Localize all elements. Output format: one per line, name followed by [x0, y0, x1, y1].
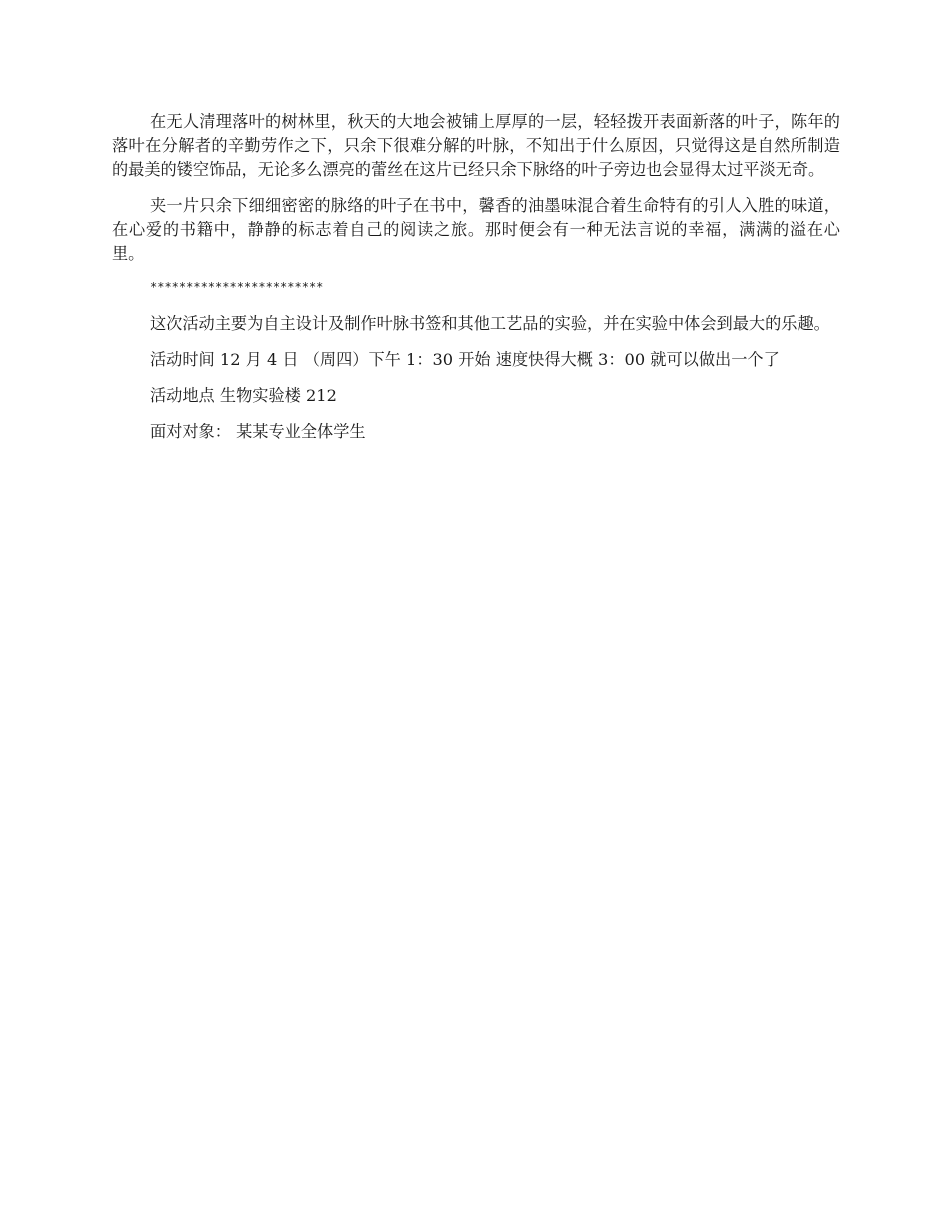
paragraph-target-audience: 面对对象： 某某专业全体学生: [150, 422, 366, 441]
document-body: [112, 110, 840, 456]
paragraph-bookmark-in-book: 夹一片只余下细细密密的脉络的叶子在书中，馨香的油墨味混合着生命特有的引人入胜的味道，在心爱的书籍中，静静的标志着自己的阅读之旅。那时便会有一种无法言说的幸福，满满的溢在心里。: [112, 196, 840, 263]
paragraph-activity-time: 活动时间 12 月 4 日 （周四）下午 1：30 开始 速度快得大概 3：00 就可以做出一个了: [150, 350, 780, 369]
paragraph-activity-location: 活动地点 生物实验楼 212: [150, 386, 337, 405]
paragraph-activity-purpose: 这次活动主要为自主设计及制作叶脉书签和其他工艺品的实验，并在实验中体会到最大的乐趣。: [150, 314, 830, 333]
separator-asterisks: ************************: [150, 280, 324, 294]
paragraph-fallen-leaves: 在无人清理落叶的树林里，秋天的大地会被铺上厚厚的一层，轻轻拨开表面新落的叶子，陈年的落叶在分解者的辛勤劳作之下，只余下很难分解的叶脉，不知出于什么原因，只觉得这是自然所制造的最美的镂空饰品，无论多么漂亮的蕾丝在这片已经只余下脉络的叶子旁边也会显得太过平淡无奇。: [112, 112, 840, 179]
